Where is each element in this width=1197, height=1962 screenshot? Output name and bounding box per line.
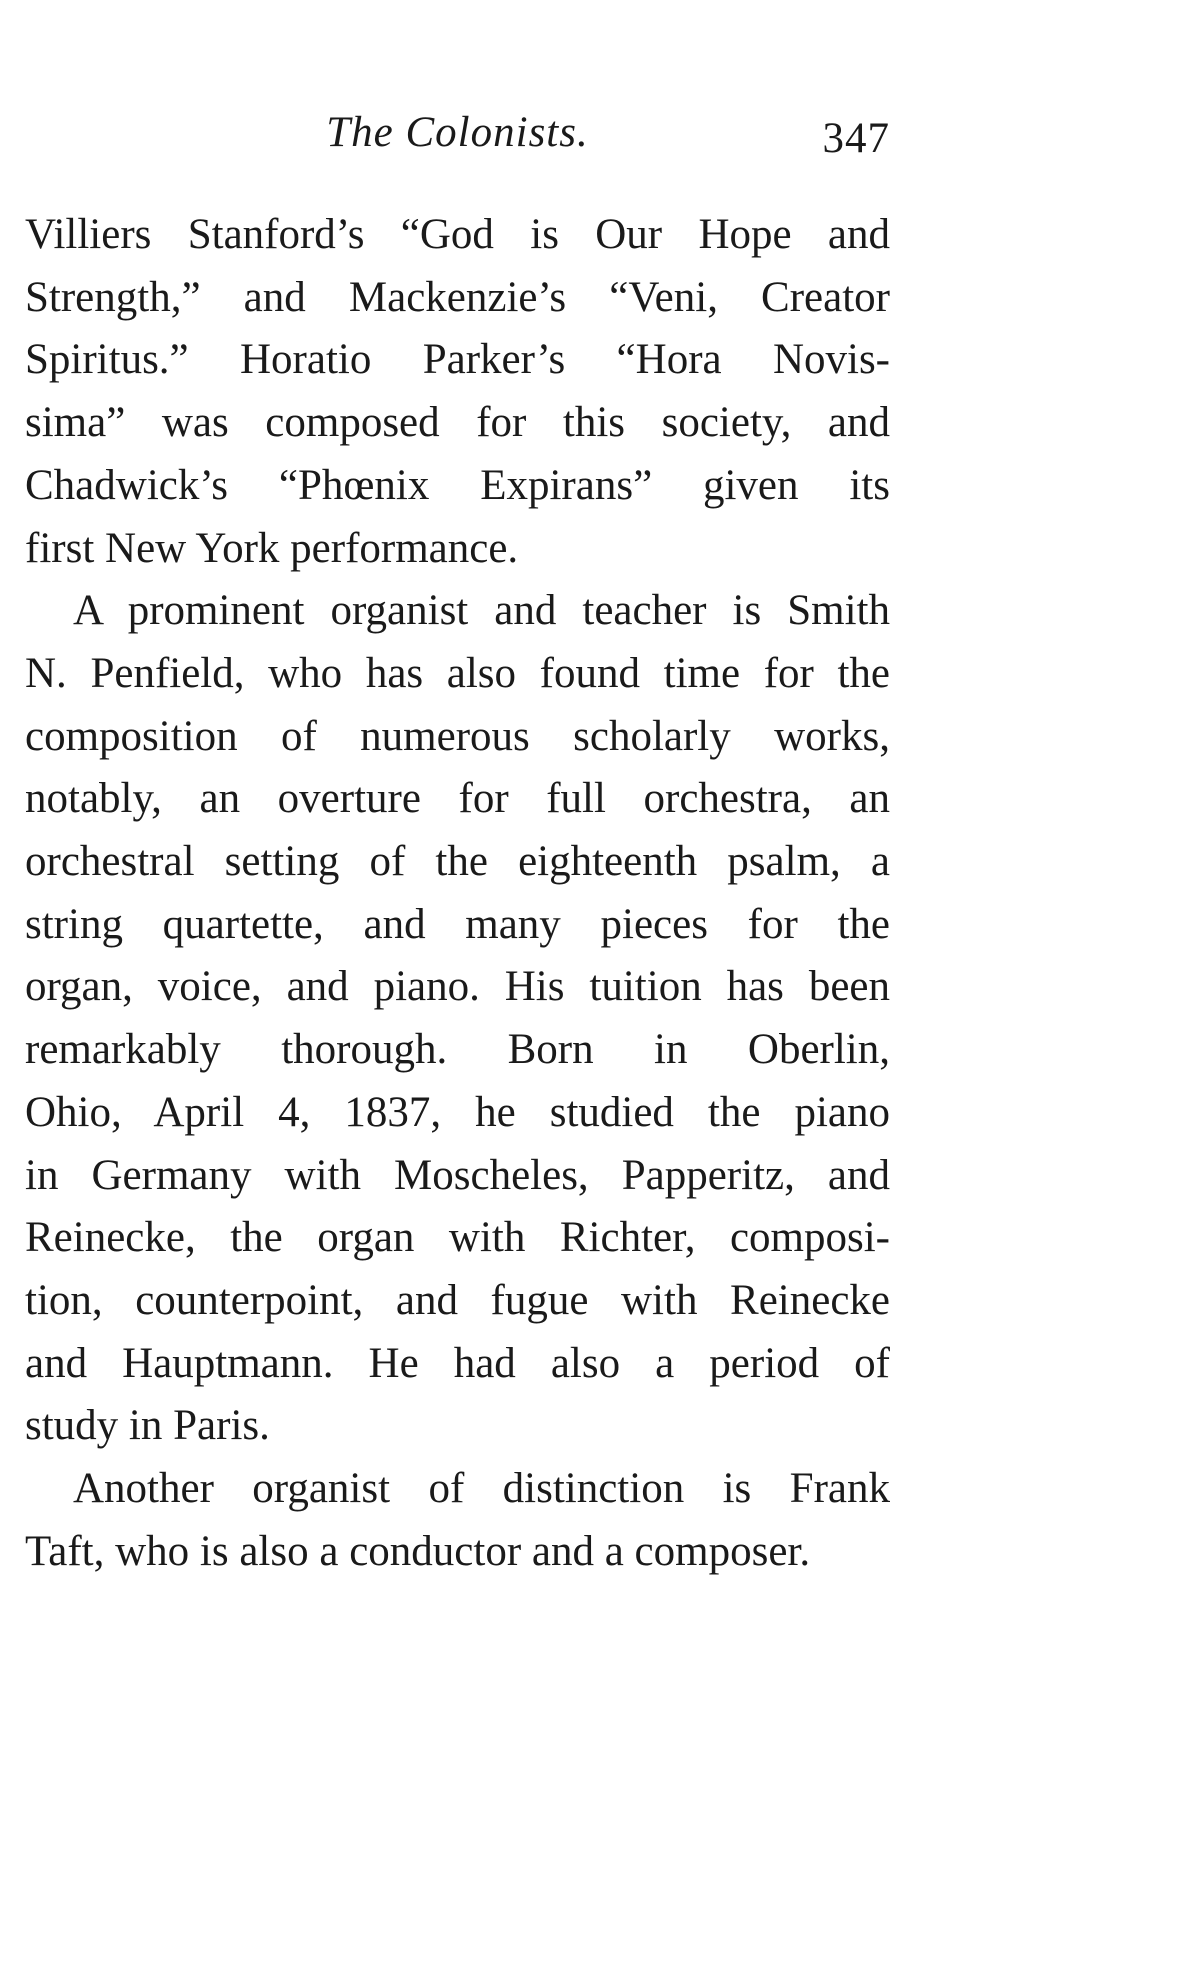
running-title: The Colonists. bbox=[326, 109, 589, 156]
text-line: A prominent organist and teacher is Smith bbox=[73, 587, 890, 635]
text-line: string quartette, and many pieces for the bbox=[25, 900, 890, 948]
text-line: and Hauptmann. He had also a period of bbox=[25, 1339, 890, 1387]
text-line: Reinecke, the organ with Richter, composi- bbox=[25, 1214, 890, 1262]
text-line: Taft, who is also a conductor and a composer. bbox=[25, 1527, 811, 1575]
text-line: Chadwick’s “Phœnix Expirans” given its bbox=[25, 461, 890, 509]
text-line: orchestral setting of the eighteenth psalm, a bbox=[25, 838, 890, 886]
text-line: organ, voice, and piano. His tuition has been bbox=[25, 963, 890, 1011]
text-line: Another organist of distinction is Frank bbox=[73, 1465, 890, 1513]
text-line: Ohio, April 4, 1837, he studied the piano bbox=[25, 1088, 890, 1136]
text-line: Strength,” and Mackenzie’s “Veni, Creator bbox=[25, 273, 890, 321]
text-line: tion, counterpoint, and fugue with Reinecke bbox=[25, 1276, 890, 1324]
text-line: notably, an overture for full orchestra, an bbox=[25, 775, 890, 823]
running-header bbox=[25, 108, 890, 168]
text-line: first New York performance. bbox=[25, 524, 519, 572]
text-line: Villiers Stanford’s “God is Our Hope and bbox=[25, 211, 890, 258]
text-line: sima” was composed for this society, and bbox=[25, 399, 890, 447]
text-line: N. Penfield, who has also found time for the bbox=[25, 649, 890, 697]
text-line: remarkably thorough. Born in Oberlin, bbox=[25, 1026, 890, 1074]
body-text bbox=[25, 204, 890, 1583]
text-line: Spiritus.” Horatio Parker’s “Hora Novis- bbox=[25, 336, 890, 384]
text-line: composition of numerous scholarly works, bbox=[25, 712, 890, 760]
page-number: 347 bbox=[822, 115, 890, 162]
text-line: in Germany with Moscheles, Papperitz, and bbox=[25, 1151, 890, 1199]
text-line: study in Paris. bbox=[25, 1402, 270, 1450]
